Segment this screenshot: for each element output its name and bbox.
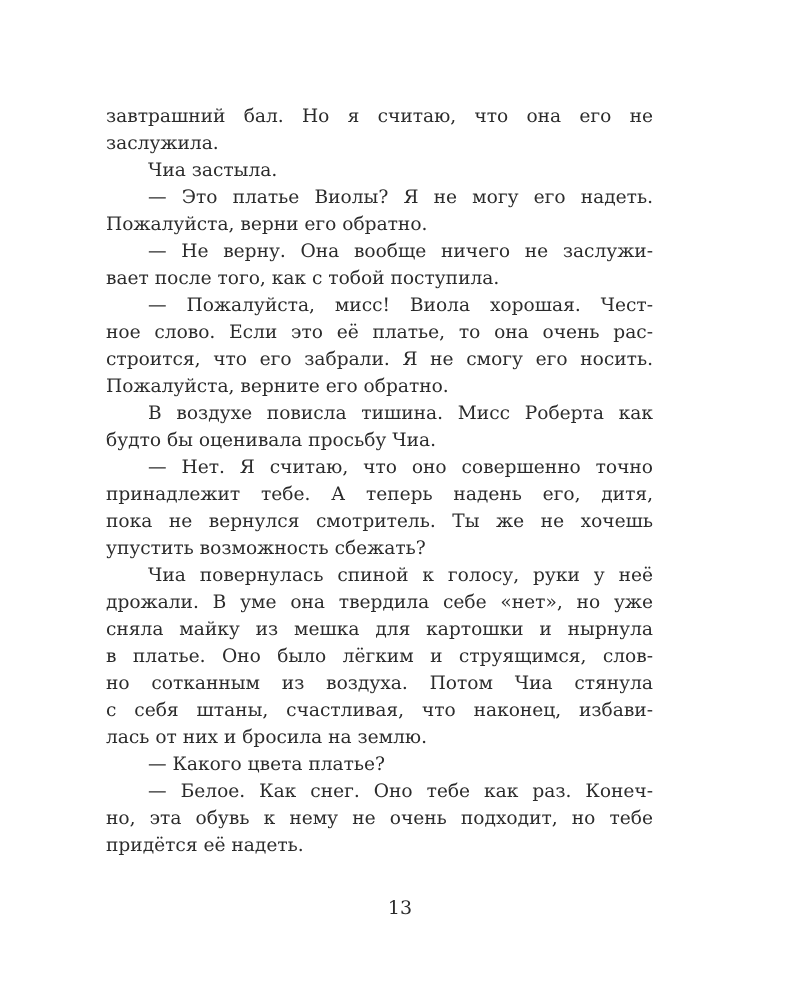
text-line: — Это платье Виолы? Я не могу его надеть. [148, 187, 653, 208]
text-line: Чиа застыла. [148, 160, 278, 181]
text-line: с себя штаны, счастливая, что наконец, избави- [106, 700, 653, 721]
text-line: — Белое. Как снег. Оно тебе как раз. Конеч- [148, 781, 653, 802]
page-number: 13 [387, 897, 413, 919]
body-text [106, 103, 653, 859]
text-line: строится, что его забрали. Я не смогу его носить. [106, 349, 653, 370]
text-line: ное слово. Если это её платье, то она очень рас- [106, 322, 653, 343]
text-line: но сотканным из воздуха. Потом Чиа стянула [106, 673, 653, 694]
text-line: принадлежит тебе. А теперь надень его, дитя, [106, 484, 653, 505]
text-line: вает после того, как с тобой поступила. [106, 268, 500, 289]
text-line: В воздухе повисла тишина. Мисс Роберта как [148, 403, 653, 424]
text-line: — Нет. Я считаю, что оно совершенно точно [148, 457, 653, 478]
text-line: в платье. Оно было лёгким и струящимся, слов- [106, 646, 653, 667]
text-line: Чиа повернулась спиной к голосу, руки у неё [148, 565, 653, 586]
text-line: придётся её надеть. [106, 835, 304, 856]
text-line: — Пожалуйста, мисс! Виола хорошая. Чест- [148, 295, 653, 316]
text-line: — Не верну. Она вообще ничего не заслужи- [148, 241, 653, 262]
text-line: упустить возможность сбежать? [106, 538, 426, 559]
text-line: будто бы оценивала просьбу Чиа. [106, 430, 437, 451]
text-line: пока не вернулся смотритель. Ты же не хочешь [106, 511, 653, 532]
text-line: — Какого цвета платье? [148, 754, 386, 775]
text-line: лась от них и бросила на землю. [106, 727, 428, 748]
text-line: заслужила. [106, 133, 219, 154]
text-line: дрожали. В уме она твердила себе «нет», но уже [106, 592, 653, 613]
text-line: но, эта обувь к нему не очень подходит, но тебе [106, 808, 653, 829]
text-line: сняла майку из мешка для картошки и нырнула [106, 619, 653, 640]
text-line: Пожалуйста, верни его обратно. [106, 214, 428, 235]
text-line: завтрашний бал. Но я считаю, что она его не [106, 106, 653, 127]
text-line: Пожалуйста, верните его обратно. [106, 376, 449, 397]
